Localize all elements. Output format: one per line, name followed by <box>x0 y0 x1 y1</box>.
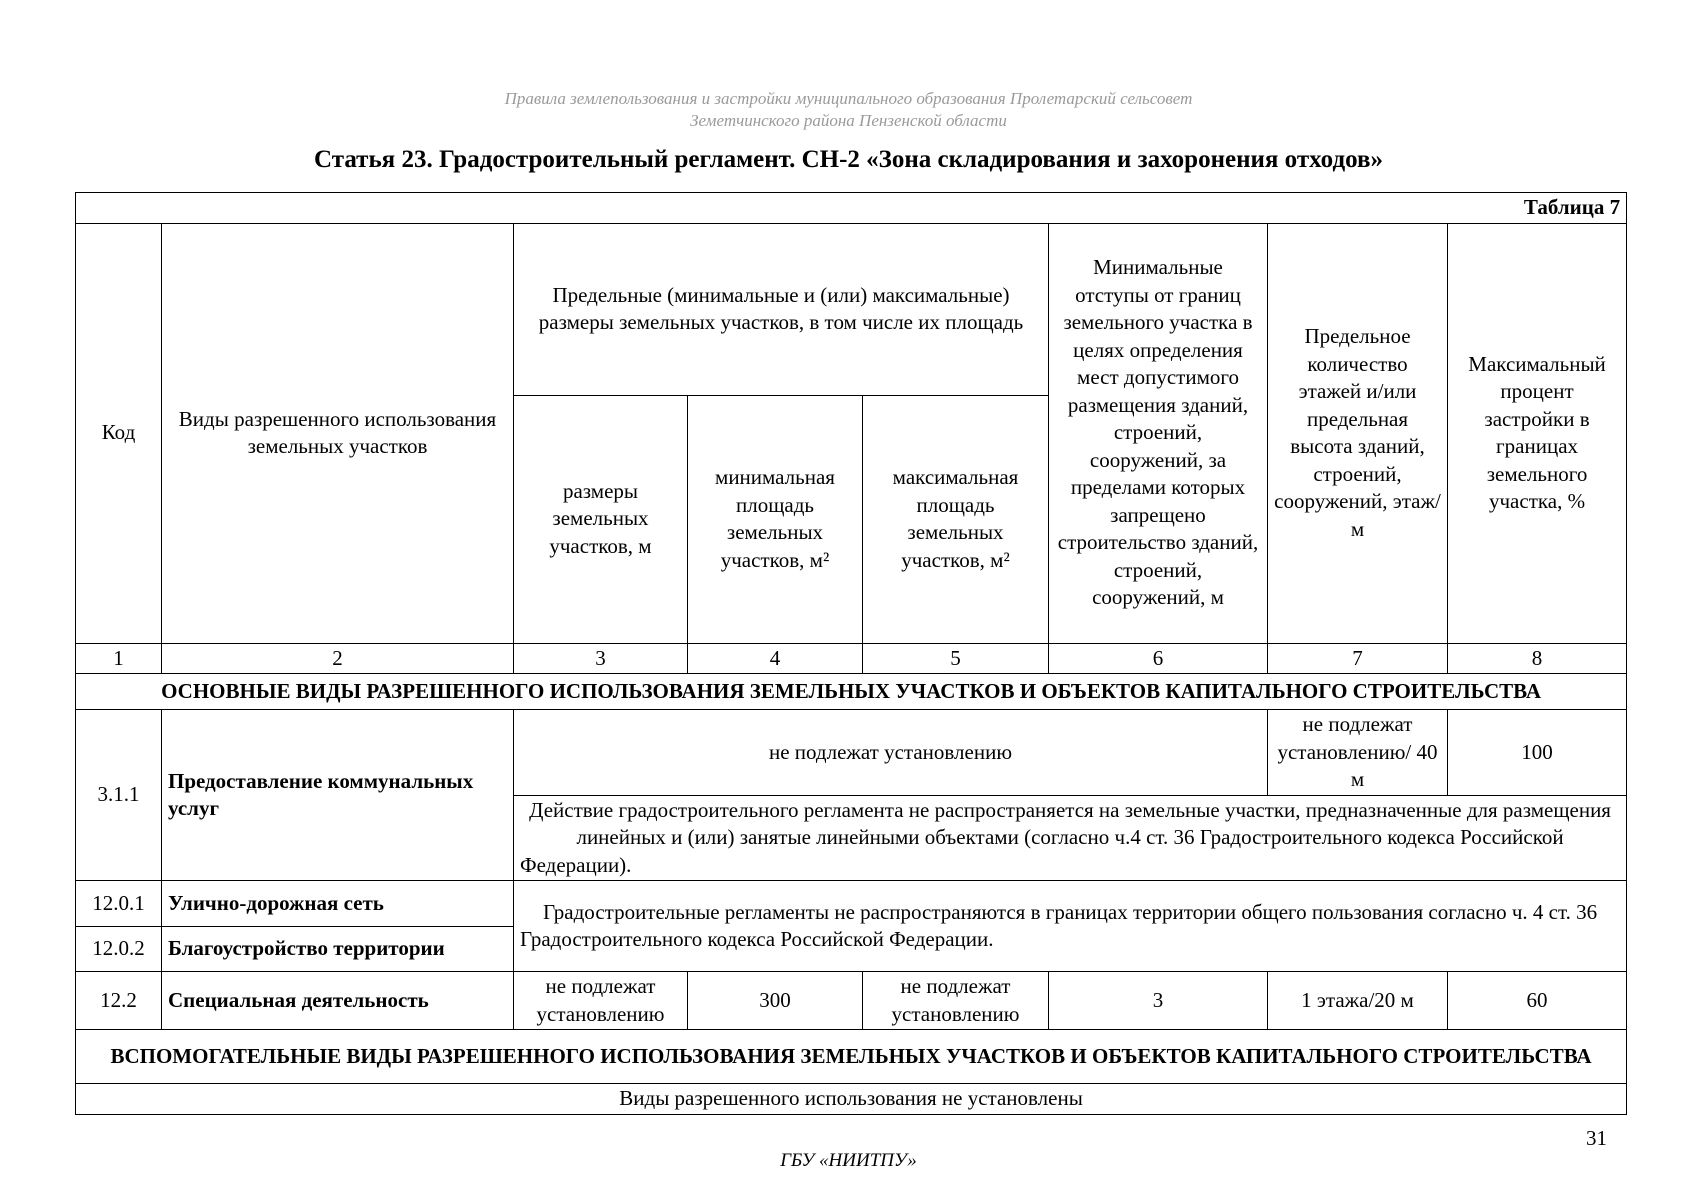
row-name: Предоставление коммунальных услуг <box>162 710 514 881</box>
row-setbacks: 3 <box>1049 972 1268 1030</box>
row-floors: 1 этажа/20 м <box>1268 972 1448 1030</box>
row-coverage: 100 <box>1448 710 1627 796</box>
row-code: 12.0.2 <box>76 927 162 972</box>
column-number: 5 <box>863 643 1049 674</box>
header-max-coverage: Максимальный процент застройки в границах земельного участка, % <box>1448 223 1627 643</box>
column-number: 1 <box>76 643 162 674</box>
page-number: 31 <box>1586 1126 1607 1150</box>
running-head-line-2: Земетчинского района Пензенской области <box>690 111 1007 130</box>
column-number: 2 <box>162 643 514 674</box>
header-max-area: максимальная площадь земельных участков, м² <box>863 395 1049 643</box>
header-max-floors: Предельное количество этажей и/или предельная высота зданий, строений, сооружений, этаж/м <box>1268 223 1448 643</box>
header-min-area: минимальная площадь земельных участков, м² <box>688 395 863 643</box>
row-sizes: не подлежат установлению <box>514 972 688 1030</box>
row-floors: не подлежат установлению/ 40 м <box>1268 710 1448 796</box>
column-number: 7 <box>1268 643 1448 674</box>
row-min-area: 300 <box>688 972 863 1030</box>
header-limit-sizes-group: Предельные (минимальные и (или) максимальные) размеры земельных участков, в том числе их площадь <box>514 223 1049 395</box>
row-note: Действие градостроительного регламента не распространяется на земельные участки, предназначенные для размещения линейных и (или) занятые линейными объектами (согласно ч.4 ст. 36 Градостроительного кодекса Российской Федерации). <box>514 795 1627 881</box>
table-caption: Таблица 7 <box>76 193 1627 224</box>
header-plot-sizes: размеры земельных участков, м <box>514 395 688 643</box>
row-name: Благоустройство территории <box>162 927 514 972</box>
row-coverage: 60 <box>1448 972 1627 1030</box>
regulation-table <box>75 192 1627 1115</box>
section-auxiliary-uses: ВСПОМОГАТЕЛЬНЫЕ ВИДЫ РАЗРЕШЕННОГО ИСПОЛЬЗОВАНИЯ ЗЕМЕЛЬНЫХ УЧАСТКОВ И ОБЪЕКТОВ КАПИТАЛЬНОГО СТРОИТЕЛЬСТВА <box>76 1030 1627 1084</box>
row-code: 12.0.1 <box>76 881 162 927</box>
row-limits: не подлежат установлению <box>514 710 1268 796</box>
row-name: Специальная деятельность <box>162 972 514 1030</box>
page-title: Статья 23. Градостроительный регламент. СН-2 «Зона складирования и захоронения отходов» <box>314 146 1383 173</box>
running-head-line-1: Правила землепользования и застройки муниципального образования Пролетарский сельсовет <box>504 89 1193 108</box>
row-code: 12.2 <box>76 972 162 1030</box>
header-code: Код <box>76 223 162 643</box>
column-number: 8 <box>1448 643 1627 674</box>
header-min-setbacks: Минимальные отступы от границ земельного участка в целях определения мест допустимого размещения зданий, строений, сооружений, за пределами которых запрещено строительство зданий, строений, сооружений, м <box>1049 223 1268 643</box>
column-number: 3 <box>514 643 688 674</box>
column-number: 6 <box>1049 643 1268 674</box>
row-max-area: не подлежат установлению <box>863 972 1049 1030</box>
row-note: Градостроительные регламенты не распространяются в границах территории общего пользования согласно ч. 4 ст. 36 Градостроительного кодекса Российской Федерации. <box>514 881 1627 972</box>
row-code: 3.1.1 <box>76 710 162 881</box>
row-name: Улично-дорожная сеть <box>162 881 514 927</box>
section-main-uses: ОСНОВНЫЕ ВИДЫ РАЗРЕШЕННОГО ИСПОЛЬЗОВАНИЯ ЗЕМЕЛЬНЫХ УЧАСТКОВ И ОБЪЕКТОВ КАПИТАЛЬНОГО СТРОИТЕЛЬСТВА <box>76 674 1627 710</box>
auxiliary-uses-note: Виды разрешенного использования не установлены <box>76 1084 1627 1115</box>
header-permitted-uses: Виды разрешенного использования земельных участков <box>162 223 514 643</box>
column-number: 4 <box>688 643 863 674</box>
footer-organization: ГБУ «НИИТПУ» <box>780 1150 917 1171</box>
